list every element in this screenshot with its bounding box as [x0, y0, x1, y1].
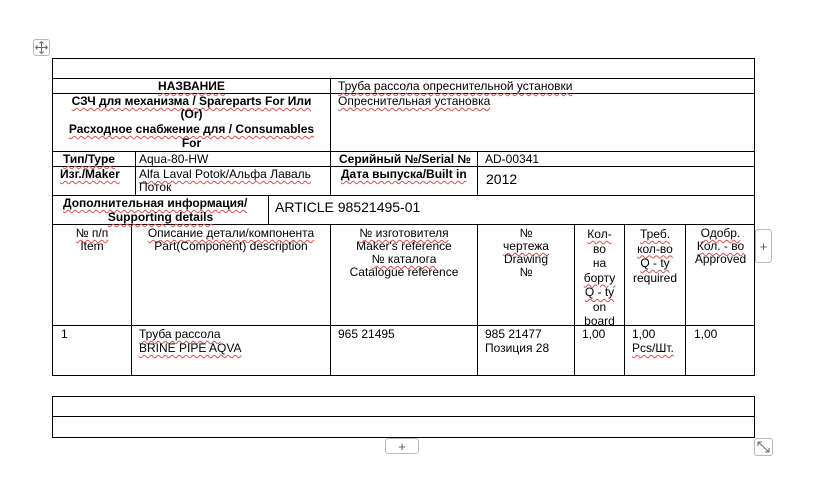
table-rule [477, 151, 478, 195]
column-header-required [625, 227, 685, 285]
column-header-line: № изготовителя [359, 226, 449, 240]
column-header-line: Треб. [639, 227, 671, 241]
column-header-line: Кол. - во [696, 239, 745, 253]
serial-label: Серийный №/Serial № [339, 152, 471, 166]
move-arrows-icon [35, 41, 48, 54]
column-header-line: board [584, 314, 615, 328]
info-value: ARTICLE 98521495-01 [275, 199, 421, 215]
spare-label: For [181, 136, 202, 150]
info-label: Дополнительная информация/ [63, 196, 248, 210]
row-drawing: Позиция 28 [485, 341, 550, 355]
column-header-line: Approved [694, 252, 747, 266]
spare-label: СЗЧ для механизма / Spareparts For Или [71, 94, 312, 108]
row-item: 1 [61, 327, 68, 341]
column-header-line: Part(Component) description [154, 239, 308, 253]
second-table [52, 396, 755, 438]
table-rule [52, 396, 755, 397]
info-label: Supporting details [107, 210, 214, 224]
column-header-line: required [632, 270, 678, 285]
column-header-line: Maker's reference [356, 239, 452, 253]
column-header-line: Drawing [503, 252, 548, 266]
row-description: BRINE PIPE AQVA [139, 341, 242, 355]
column-header-drawing [478, 227, 574, 279]
table-rule [52, 224, 755, 225]
column-header-maker-reference [331, 227, 477, 279]
row-qty-on-board: 1,00 [582, 327, 606, 341]
name-value: Труба рассола опреснительной установки [338, 79, 573, 93]
resize-diagonal-icon [757, 441, 770, 453]
table-rule [52, 325, 755, 326]
column-header-line: Одобр. [700, 226, 741, 240]
column-header-line: Catalogue reference [349, 265, 459, 279]
table-rule [52, 416, 755, 417]
type-value: Aqua-80-HW [139, 152, 209, 166]
column-header-line: Кол- [587, 227, 612, 241]
column-header-line: чертежа [503, 239, 549, 253]
column-header-line: на [592, 256, 607, 270]
row-drawing: 985 21477 [485, 327, 542, 341]
built-value: 2012 [486, 171, 518, 187]
column-header-line: во [593, 241, 606, 256]
column-header-qty-on-board [575, 227, 624, 329]
column-header-line: № [519, 265, 533, 279]
name-label: НАЗВАНИЕ [158, 79, 225, 93]
column-header-line: Item [80, 239, 104, 253]
maker-value: Поток [139, 180, 172, 194]
column-header-line: on [592, 299, 607, 314]
spare-label: (Or) [180, 107, 203, 121]
column-header-line: № п/п [75, 226, 109, 240]
plus-icon: + [759, 239, 768, 254]
built-label: Дата выпуска/Built in [341, 167, 467, 181]
add-row-button[interactable] [385, 438, 419, 454]
column-header-item [53, 227, 131, 253]
spare-label: Расходное снабжение для / Consumables [68, 122, 315, 136]
column-header-line: борту [583, 270, 616, 285]
row-approved: 1,00 [694, 327, 718, 341]
maker-label: Изг./Maker [60, 167, 120, 181]
column-header-line: Описание детали/компонента [147, 226, 315, 240]
plus-icon: + [398, 439, 406, 454]
table-rule [330, 78, 331, 195]
column-header-line: № каталога [371, 252, 437, 266]
column-header-approved [686, 227, 755, 266]
add-column-button[interactable] [755, 229, 772, 263]
type-label: Тип/Type [63, 152, 115, 166]
table-rule [52, 58, 755, 59]
table-rule [135, 151, 136, 195]
serial-value: AD-00341 [485, 152, 540, 166]
column-header-line: кол-во [637, 241, 673, 256]
row-required: 1,00 [632, 327, 656, 341]
spare-value: Опреснительная установка [338, 94, 491, 108]
column-header-line: Q - ty [640, 256, 670, 270]
table-rule [52, 375, 755, 376]
row-description: Труба рассола [139, 327, 221, 341]
row-maker-reference: 965 21495 [338, 327, 395, 341]
column-header-line: Q - ty [584, 285, 615, 299]
maker-value: Alfa Laval Potok/Альфа Лаваль [139, 167, 311, 181]
table-resize-handle[interactable] [754, 438, 773, 456]
table-rule [268, 195, 269, 224]
table-move-handle[interactable] [33, 39, 50, 56]
column-header-description [132, 227, 330, 253]
row-required: Pcs/Шт. [632, 341, 674, 355]
column-header-line: № [519, 226, 533, 240]
